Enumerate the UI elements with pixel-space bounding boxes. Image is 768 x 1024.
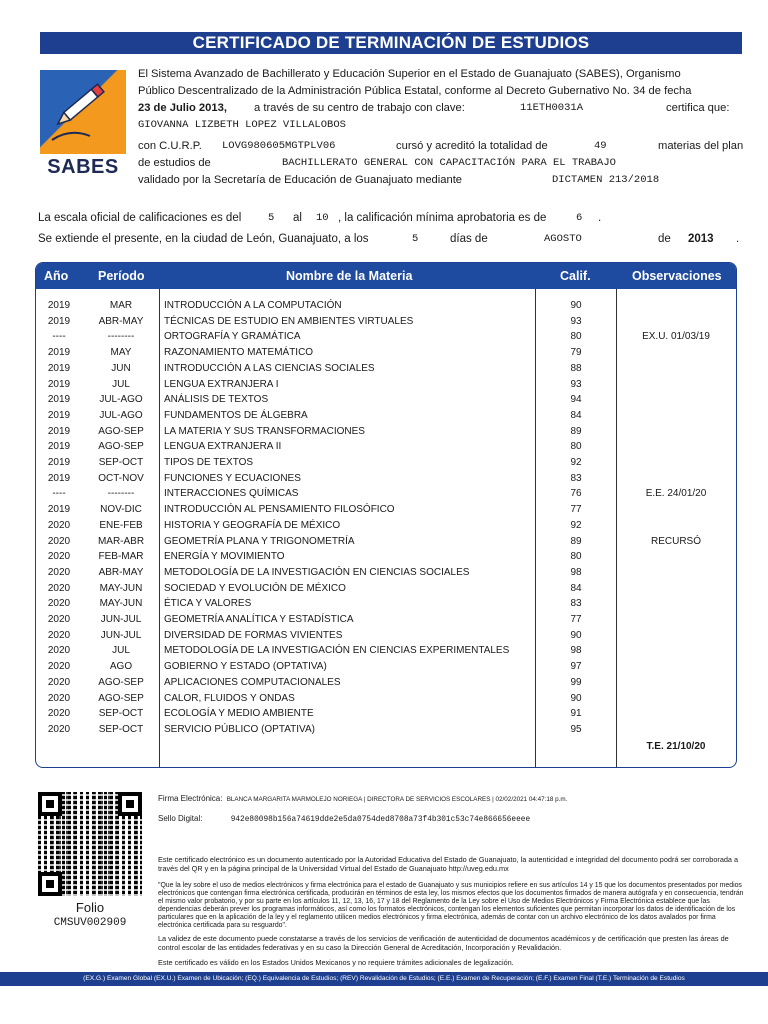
seal-line — [158, 814, 530, 824]
row-year: 2019 — [47, 300, 71, 311]
table-row — [36, 439, 736, 455]
plan-label: de estudios de — [138, 157, 211, 169]
header-observations: Observaciones — [632, 269, 722, 283]
table-row — [36, 361, 736, 377]
materias-text: materias del plan — [658, 140, 744, 152]
row-year: 2019 — [47, 441, 71, 453]
row-period: MAY-JUN — [99, 598, 143, 610]
table-row — [36, 345, 736, 361]
row-year: 2020 — [47, 519, 71, 531]
table-row — [36, 455, 736, 471]
extiende-text: Se extiende el presente, en la ciudad de León, Guanajuato, a los — [38, 233, 369, 245]
row-period: MAY-JUN — [99, 582, 143, 594]
header-grade: Calif. — [560, 269, 591, 283]
row-year: ---- — [52, 488, 66, 500]
header-year: Año — [44, 269, 69, 283]
table-row — [36, 408, 736, 424]
row-grade: 93 — [570, 378, 582, 390]
row-grade: 80 — [570, 551, 582, 563]
sabes-logo — [38, 68, 128, 178]
row-grade: 90 — [570, 629, 582, 641]
document-title: CERTIFICADO DE TERMINACIÓN DE ESTUDIOS — [40, 32, 742, 54]
row-year: 2020 — [47, 645, 71, 657]
row-grade: 76 — [570, 488, 582, 500]
row-period: JUN-JUL — [100, 614, 142, 625]
escala-mid: , la calificación mínima aprobatoria es de — [338, 212, 547, 224]
intro-line-3: a través de su centro de trabajo con clave: — [254, 102, 465, 114]
qr-code — [38, 792, 142, 896]
row-subject: RAZONAMIENTO MATEMÁTICO — [164, 347, 314, 359]
row-subject: LENGUA EXTRANJERA I — [164, 378, 279, 390]
table-row — [36, 722, 736, 738]
row-period: AGO — [109, 661, 133, 673]
row-subject: APLICACIONES COMPUTACIONALES — [164, 676, 341, 688]
row-grade: 92 — [570, 457, 582, 468]
escala-aprob: 6 — [576, 212, 583, 224]
table-row — [36, 518, 736, 534]
escala-end: . — [598, 212, 602, 224]
pencil-icon — [40, 70, 126, 154]
table-header — [36, 263, 736, 289]
row-grade: 89 — [570, 425, 582, 437]
logo-text: SABES — [47, 156, 119, 178]
row-year: 2020 — [47, 723, 71, 735]
materias-count: 49 — [594, 140, 607, 152]
row-period: SEP-OCT — [98, 723, 144, 735]
qr-finder — [38, 792, 62, 816]
sello-value: 942e80098b156a74619dde2e5da0754ded8708a73f4b301c53c74e866656eeee — [230, 816, 531, 824]
row-subject: TIPOS DE TEXTOS — [164, 457, 254, 468]
extiende-de: de — [658, 233, 671, 245]
curp-mid-text: cursó y acreditó la totalidad de — [396, 140, 548, 152]
subjects-table — [35, 262, 737, 768]
qr-finder — [38, 872, 62, 896]
table-row — [36, 314, 736, 330]
row-period: AGO-SEP — [98, 441, 144, 453]
row-period: JUN — [111, 362, 131, 374]
row-year: 2019 — [47, 457, 71, 468]
row-subject: ORTOGRAFÍA Y GRAMÁTICA — [164, 331, 301, 343]
escala-min: 5 — [268, 212, 275, 224]
row-grade: 83 — [570, 598, 582, 610]
qr-finder — [118, 792, 142, 816]
row-grade: 83 — [570, 472, 582, 484]
row-year: 2019 — [47, 378, 71, 390]
decree-date: 23 de Julio 2013, — [138, 102, 227, 114]
row-year: 2019 — [47, 409, 71, 421]
row-grade: 97 — [570, 661, 582, 673]
folio-label: Folio — [75, 900, 105, 915]
escala-al: al — [293, 212, 302, 224]
table-row — [36, 612, 736, 628]
sello-label: Sello Digital: — [158, 814, 203, 823]
row-subject: SERVICIO PÚBLICO (OPTATIVA) — [164, 723, 315, 735]
row-subject: INTRODUCCIÓN A LAS CIENCIAS SOCIALES — [164, 362, 375, 374]
row-subject: ÉTICA Y VALORES — [164, 598, 252, 610]
row-period: -------- — [107, 488, 135, 500]
row-observation: EX.U. 01/03/19 — [642, 331, 710, 343]
row-subject: METODOLOGÍA DE LA INVESTIGACIÓN EN CIENCIAS EXPERIMENTALES — [164, 645, 510, 657]
row-grade: 89 — [570, 535, 582, 547]
row-subject: ECOLOGÍA Y MEDIO AMBIENTE — [164, 708, 314, 720]
row-period: JUL — [112, 645, 130, 657]
row-period: MAR-ABR — [97, 535, 145, 547]
row-grade: 80 — [570, 331, 582, 343]
intro-line-2: Público Descentralizado de la Administración Pública Estatal, conforme al Decreto Gubernativo No. 34 de fecha — [138, 85, 692, 97]
table-row — [36, 706, 736, 722]
row-year: 2020 — [47, 582, 71, 594]
table-row — [36, 471, 736, 487]
row-period: -------- — [107, 331, 135, 343]
row-grade: 92 — [570, 519, 582, 531]
table-row — [36, 329, 736, 345]
final-observation: T.E. 21/10/20 — [646, 741, 706, 752]
row-subject: INTRODUCCIÓN AL PENSAMIENTO FILOSÓFICO — [164, 504, 395, 516]
row-grade: 98 — [570, 645, 582, 657]
table-row — [36, 424, 736, 440]
row-period: AGO-SEP — [98, 425, 144, 437]
note-validity: La validez de este documento puede constatarse a través de los servicios de verificación de autenticidad de documentos académicos y de certificación que presten las áreas de control escolar de las entidades federativas y en su caso la Dirección General de Acreditación, Incorporación y Revalidación. — [158, 934, 729, 952]
extiende-line — [38, 233, 744, 251]
row-year: 2020 — [47, 614, 71, 625]
extiende-dias: días de — [450, 233, 488, 245]
row-grade: 84 — [570, 409, 582, 421]
row-subject: ENERGÍA Y MOVIMIENTO — [164, 551, 285, 563]
row-year: 2019 — [47, 315, 71, 327]
note-legalization: Este certificado es válido en los Estados Unidos Mexicanos y no requiere trámites adicionales de legalización. — [158, 958, 514, 967]
row-grade: 79 — [570, 347, 582, 359]
table-row — [36, 628, 736, 644]
table-row — [36, 643, 736, 659]
curp-label: con C.U.R.P. — [138, 140, 202, 152]
signature-line — [158, 794, 567, 803]
table-row — [36, 549, 736, 565]
row-subject: METODOLOGÍA DE LA INVESTIGACIÓN EN CIENCIAS SOCIALES — [164, 566, 470, 578]
row-subject: HISTORIA Y GEOGRAFÍA DE MÉXICO — [164, 519, 341, 531]
row-year: 2020 — [47, 598, 71, 610]
escala-text: La escala oficial de calificaciones es del — [38, 212, 242, 224]
escala-line — [38, 212, 744, 230]
row-subject: CALOR, FLUIDOS Y ONDAS — [164, 692, 295, 704]
table-row — [36, 581, 736, 597]
row-grade: 91 — [570, 708, 582, 720]
row-subject: LENGUA EXTRANJERA II — [164, 441, 282, 453]
table-row — [36, 565, 736, 581]
abbreviations-footer: (EX.G.) Examen Global (EX.U.) Examen de Ubicación; (EQ.) Equivalencia de Estudios; (REV) Revalidación de Estudios; (E.E.) Examen de Recuperación; (E.F.) Examen Final (T.E.) Terminación de Estudios — [0, 972, 768, 986]
note-legal: "Que la ley sobre el uso de medios electrónicos y firma electrónica para el estado de Guanajuato y sus municipios refiere en sus artículos 14 y 15 que los documentos presentados por medios electrónicos que contengan firma electrónica certificada, producirán en términos de esta ley, los mismos efectos que los documentos firmados de manera autógrafa y en consecuencia, tendrán el mismo valor probatorio, y por su parte en los artículos 11, 12, 13, 16, 17 y 18 del Reglamento de la Ley sobre el Uso de Medios Electrónicos y Firma Electrónica establece que las dependencias deberán prever los programas informáticos, así como los formatos electrónicos, contengan los elementos suficientes que permitan incorporar los datos de identificación de los particulares que en la aplicación de la ley y el reglamento utilicen medios electrónicos y firma electrónica, además de contar con un archivo electrónico de los datos avalados por firma electrónica certificada para su resguardo". — [158, 882, 744, 930]
row-period: ENE-FEB — [99, 519, 143, 531]
row-grade: 80 — [570, 441, 582, 453]
row-year: 2020 — [47, 566, 71, 578]
row-year: 2020 — [47, 629, 71, 641]
row-subject: FUNCIONES Y ECUACIONES — [164, 472, 301, 484]
row-grade: 88 — [570, 362, 582, 374]
row-year: 2020 — [47, 535, 71, 547]
row-year: 2019 — [47, 425, 71, 437]
firma-value: BLANCA MARGARITA MARMOLEJO NORIEGA | DIRECTORA DE SERVICIOS ESCOLARES | 02/02/2021 04:47:18 p.m. — [226, 796, 568, 803]
row-subject: DIVERSIDAD DE FORMAS VIVIENTES — [164, 629, 343, 641]
row-year: 2020 — [47, 676, 71, 688]
row-period: JUN-JUL — [100, 629, 142, 641]
escala-max: 10 — [316, 212, 329, 224]
row-period: ABR-MAY — [98, 315, 144, 327]
plan-value: BACHILLERATO GENERAL CON CAPACITACIÓN PARA EL TRABAJO — [282, 157, 616, 169]
row-period: MAY — [110, 347, 132, 359]
row-grade: 95 — [570, 723, 582, 735]
extiende-day: 5 — [412, 233, 419, 245]
row-period: FEB-MAR — [98, 551, 144, 563]
row-grade: 77 — [570, 614, 582, 625]
intro-paragraph — [138, 66, 744, 189]
header-period: Período — [98, 269, 145, 283]
row-grade: 93 — [570, 315, 582, 327]
row-observation: RECURSÓ — [650, 535, 701, 547]
extiende-year: 2013 — [688, 233, 714, 245]
row-period: JUL-AGO — [99, 394, 143, 406]
row-grade: 98 — [570, 566, 582, 578]
table-row — [36, 675, 736, 691]
row-grade: 99 — [570, 676, 582, 688]
row-subject: GEOMETRÍA PLANA Y TRIGONOMETRÍA — [164, 535, 355, 547]
row-observation: E.E. 24/01/20 — [645, 488, 707, 500]
row-year: 2020 — [47, 661, 71, 673]
row-year: 2019 — [47, 472, 71, 484]
folio-number: CMSUV002909 — [53, 917, 127, 929]
row-period: ABR-MAY — [98, 566, 144, 578]
row-subject: ANÁLISIS DE TEXTOS — [164, 394, 269, 406]
row-grade: 90 — [570, 692, 582, 704]
table-row — [36, 298, 736, 314]
table-row — [36, 596, 736, 612]
row-subject: INTERACCIONES QUÍMICAS — [164, 488, 299, 500]
note-authenticity: Este certificado electrónico es un documento autenticado por la Autoridad Educativa del Estado de Guanajuato, la autenticidad e integridad del documento podrá ser corroborada a través del QR y en la página principal de la Universidad Virtual del Estado de Guanajuato http://uveg.edu.mx — [158, 855, 739, 873]
table-row — [36, 392, 736, 408]
curp-value: LOVG980605MGTPLV06 — [222, 140, 336, 152]
table-row — [36, 691, 736, 707]
row-period: SEP-OCT — [98, 708, 144, 720]
row-period: JUL-AGO — [99, 409, 143, 421]
row-period: MAR — [109, 300, 133, 311]
intro-line-1: El Sistema Avanzado de Bachillerato y Educación Superior en el Estado de Guanajuato (SABES), Organismo — [138, 68, 681, 80]
row-period: OCT-NOV — [98, 472, 144, 484]
extiende-end: . — [736, 233, 740, 245]
row-year: 2019 — [47, 347, 71, 359]
student-name: GIOVANNA LIZBETH LOPEZ VILLALOBOS — [138, 119, 346, 131]
row-subject: GEOMETRÍA ANALÍTICA Y ESTADÍSTICA — [164, 614, 354, 625]
row-subject: GOBIERNO Y ESTADO (OPTATIVA) — [164, 661, 327, 673]
row-subject: SOCIEDAD Y EVOLUCIÓN DE MÉXICO — [164, 582, 346, 594]
row-year: 2019 — [47, 504, 71, 516]
row-subject: FUNDAMENTOS DE ÁLGEBRA — [164, 409, 308, 421]
row-grade: 77 — [570, 504, 582, 516]
row-subject: TÉCNICAS DE ESTUDIO EN AMBIENTES VIRTUALES — [164, 315, 414, 327]
row-grade: 94 — [570, 394, 582, 406]
row-year: ---- — [52, 331, 66, 343]
row-period: JUL — [112, 378, 130, 390]
table-row — [36, 502, 736, 518]
table-row — [36, 486, 736, 502]
table-row — [36, 534, 736, 550]
row-year: 2020 — [47, 708, 71, 720]
row-period: NOV-DIC — [100, 504, 142, 516]
dictamen-value: DICTAMEN 213/2018 — [552, 174, 660, 186]
row-period: AGO-SEP — [98, 692, 144, 704]
certifica-text: certifica que: — [666, 102, 730, 114]
table-row — [36, 659, 736, 675]
row-period: SEP-OCT — [98, 457, 144, 468]
row-year: 2020 — [47, 692, 71, 704]
valid-label: validado por la Secretaría de Educación de Guanajuato mediante — [138, 174, 463, 186]
table-row — [36, 377, 736, 393]
row-grade: 84 — [570, 582, 582, 594]
firma-label: Firma Electrónica: — [158, 794, 223, 803]
work-center-key: 11ETH0031A — [520, 102, 584, 114]
row-subject: INTRODUCCIÓN A LA COMPUTACIÓN — [164, 300, 342, 311]
folio-block — [38, 900, 142, 929]
row-year: 2020 — [47, 551, 71, 563]
row-year: 2019 — [47, 394, 71, 406]
row-period: AGO-SEP — [98, 676, 144, 688]
row-subject: LA MATERIA Y SUS TRANSFORMACIONES — [164, 425, 365, 437]
row-grade: 90 — [570, 300, 582, 311]
header-subject: Nombre de la Materia — [286, 269, 413, 283]
extiende-month: AGOSTO — [544, 233, 582, 245]
row-year: 2019 — [47, 362, 71, 374]
